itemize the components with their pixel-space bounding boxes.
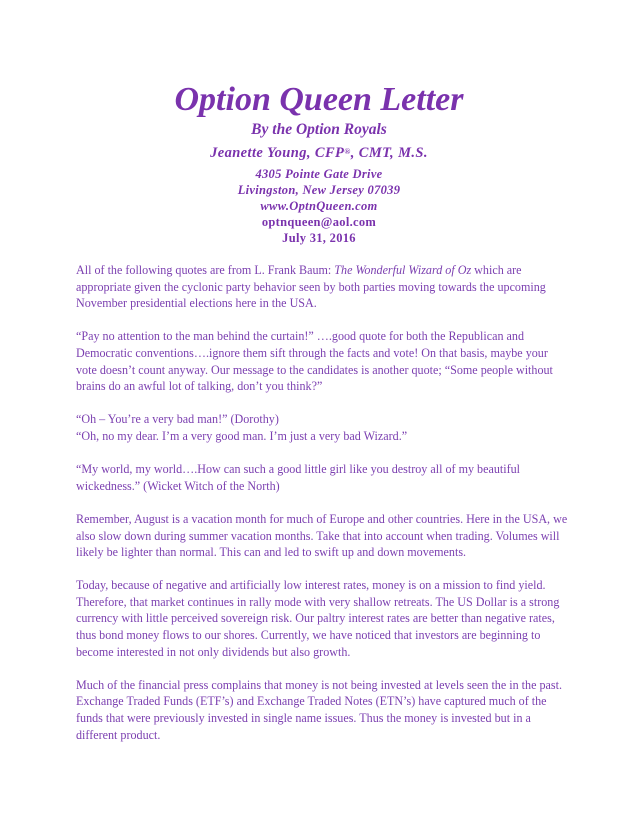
paragraph-financial-press: Much of the financial press complains that money is not being invested at levels seen the in the past. Exchange Traded Funds (ETF’s) and Exchange Traded Notes (ETN’s) have captured much of the funds that were previously invested in single name issues. Thus the money is invested but in a different product. (76, 677, 562, 742)
letter-date: July 31, 2016 (282, 231, 356, 245)
letter-subtitle: By the Option Royals (251, 121, 387, 138)
paragraph-curtain-quote: “Pay no attention to the man behind the curtain!” ….good quote for both the Republican and Democratic conventions….ignore them sift through the facts and vote! On that basis, maybe your vote doesn’t count anyway. Our message to the candidates is another quote; “Some people without brains do an awful lot of talking, don’t you think?” (76, 329, 553, 394)
website-link[interactable]: www.OptnQueen.com (260, 199, 378, 213)
letter-body (76, 262, 568, 760)
paragraph-august: Remember, August is a vacation month for much of Europe and other countries. Here in the USA, we also slow down during summer vacation months. Take that into account when trading. Volumes will likely be lighter than normal. This can and led to swift up and down movements. (76, 511, 568, 560)
book-title: The Wonderful Wizard of Oz (334, 263, 472, 277)
author-credentials: , CMT, M.S. (350, 145, 428, 161)
email-link[interactable]: optnqueen@aol.com (261, 215, 377, 229)
quote-wizard: “Oh, no my dear. I’m a very good man. I’m just a very bad Wizard.” (76, 428, 408, 443)
paragraph-witch-quote: “My world, my world….How can such a good little girl like you destroy all of my beautiful wickedness.” (Wicket Witch of the North) (76, 462, 521, 493)
address-street: 4305 Pointe Gate Drive (255, 167, 383, 181)
intro-text: All of the following quotes are from L. Frank Baum: (76, 263, 335, 277)
intro-text-continued: which are appropriate given the cyclonic party behavior seen by both parties moving towards the upcoming November presidential elections here in the USA. (76, 263, 546, 311)
letter-title: Option Queen Letter (174, 81, 464, 118)
paragraph-intro (76, 262, 568, 312)
author-line (0, 143, 638, 163)
quote-dorothy: “Oh – You’re a very bad man!” (Dorothy) (76, 412, 279, 427)
registered-mark: ® (344, 147, 351, 156)
paragraph-interest-rates: Today, because of negative and artificially low interest rates, money is on a mission to find yield. Therefore, that market continues in rally mode with very shallow retreats. The US Dollar is a strong currency with little perceived sovereign risk. Our paltry interest rates are better than negative rates, thus bond money flows to our shores. Currently, we have noticed that investors are beginning to become interested in not only dividends but also growth. (76, 578, 560, 659)
author-name: Jeanette Young, CFP (210, 145, 345, 161)
address-city: Livingston, New Jersey 07039 (237, 183, 401, 197)
